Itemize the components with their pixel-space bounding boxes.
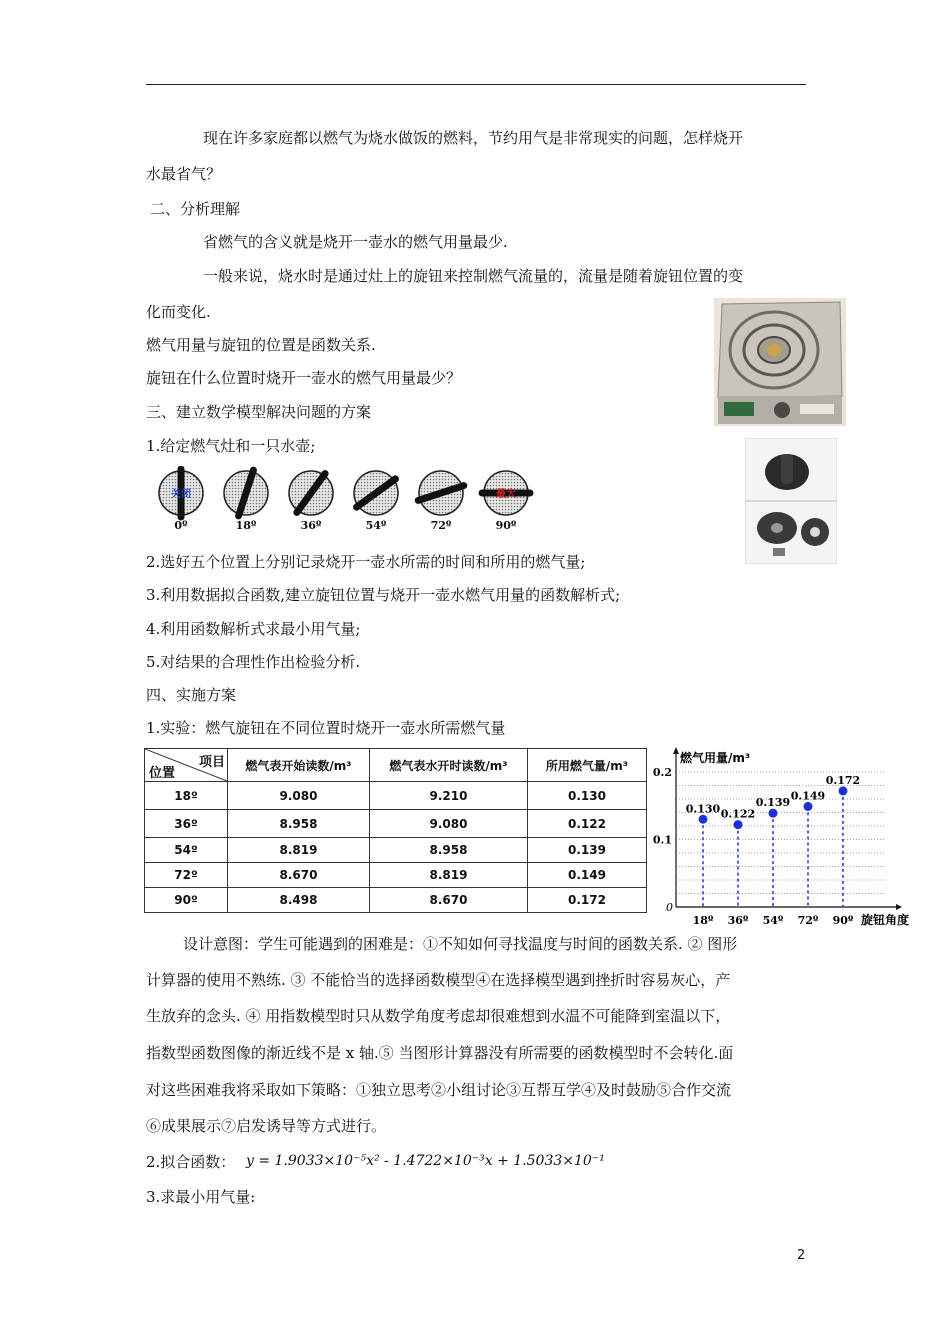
- knob-angle-label: 54º: [365, 519, 387, 532]
- section4-heading: 四、实施方案: [146, 686, 237, 704]
- table-cell: 0.139: [528, 838, 647, 863]
- fit-label: 2.拟合函数：: [146, 1153, 236, 1171]
- knob-diagram: [150, 466, 540, 534]
- knob-angle-label: 90º: [495, 519, 517, 532]
- data-label: 0.172: [825, 773, 861, 787]
- data-table: [144, 748, 647, 913]
- knob-angle-label: 36º: [300, 519, 322, 532]
- table-cell: 8.819: [370, 863, 528, 888]
- x-tick-label: 54º: [762, 914, 784, 927]
- usage-chart: [648, 744, 924, 934]
- table-cell: 54º: [145, 838, 228, 863]
- table-header: 所用燃气量/m³: [528, 749, 647, 782]
- step-3: 3.利用数据拟合函数,建立旋钮位置与烧开一壶水燃气用量的函数解析式;: [146, 586, 621, 604]
- table-cell: 36º: [145, 810, 228, 838]
- table-cell: 9.210: [370, 782, 528, 810]
- y-axis-label: 燃气用量/m³: [680, 751, 751, 765]
- page-number: 2: [797, 1248, 806, 1263]
- gas-stove-photo: [714, 298, 846, 426]
- intro-line-1: 现在许多家庭都以燃气为烧水做饭的燃料，节约用气是非常现实的问题，怎样烧开: [203, 129, 744, 147]
- knob-angle-label: 0º: [174, 519, 188, 532]
- data-point: [839, 786, 848, 795]
- design-line: 对这些困难我将采取如下策略：①独立思考②小组讨论③互帮互学④及时鼓励⑤合作交流: [146, 1081, 732, 1099]
- data-label: 0.130: [685, 802, 721, 816]
- table-cell: 18º: [145, 782, 228, 810]
- data-point: [804, 802, 813, 811]
- table-cell: 8.819: [228, 838, 370, 863]
- data-label: 0.149: [790, 789, 826, 803]
- knob-row: [150, 466, 540, 534]
- y-tick-label: 0.1: [652, 833, 672, 847]
- origin-label: 0: [666, 901, 673, 914]
- table-header: 燃气表水开时读数/m³: [370, 749, 528, 782]
- knob-angle-label: 72º: [430, 519, 452, 532]
- table-cell: 8.670: [370, 888, 528, 913]
- table-corner-cell: [145, 749, 228, 782]
- table-row: [145, 810, 647, 838]
- design-line: ⑥成果展示⑦启发诱导等方式进行。: [146, 1117, 387, 1135]
- knob-parts-photo: [745, 438, 837, 564]
- min-usage-label: 3.求最小用气量:: [146, 1188, 256, 1206]
- table-cell: 8.958: [228, 810, 370, 838]
- knob-inner-label: 最大: [496, 489, 516, 500]
- y-tick-label: 0.2: [652, 766, 672, 779]
- table-row: [145, 782, 647, 810]
- design-line: 生放弃的念头. ④ 用指数模型时只从数学角度考虑却很难想到水温不可能降到室温以下，: [146, 1007, 731, 1025]
- table-cell: 72º: [145, 863, 228, 888]
- table-row: [145, 838, 647, 863]
- table-cell: 9.080: [370, 810, 528, 838]
- data-label: 0.139: [755, 796, 791, 810]
- section3-heading: 三、建立数学模型解决问题的方案: [146, 403, 372, 421]
- table-cell: 0.122: [528, 810, 647, 838]
- x-axis-arrow: [896, 904, 902, 910]
- table-cell: 8.498: [228, 888, 370, 913]
- y-axis-arrow: [673, 747, 679, 754]
- table-header: 燃气表开始读数/m³: [228, 749, 370, 782]
- data-point: [769, 809, 778, 818]
- table-cell: 0.172: [528, 888, 647, 913]
- step-2: 2.选好五个位置上分别记录烧开一壶水所需的时间和所用的燃气量;: [146, 553, 586, 571]
- section2-p2a: 一般来说，烧水时是通过灶上的旋钮来控制燃气流量的，流量是随着旋钮位置的变: [203, 267, 744, 285]
- design-line: 设计意图：学生可能遇到的困难是：①不知如何寻找温度与时间的函数关系. ② 图形: [183, 935, 738, 953]
- table-cell: 90º: [145, 888, 228, 913]
- knob-angle-label: 18º: [235, 519, 257, 532]
- header-rule: [146, 84, 806, 85]
- x-tick-label: 36º: [727, 914, 749, 927]
- table-cell: 0.130: [528, 782, 647, 810]
- usage-chart-svg: [648, 744, 924, 934]
- table-cell: 8.958: [370, 838, 528, 863]
- data-point: [699, 815, 708, 824]
- knob-inner-label: 关闭: [171, 489, 191, 500]
- table-corner-bottom: 位置: [149, 766, 176, 781]
- x-tick-label: 18º: [692, 914, 714, 927]
- data-table-wrapper: [144, 748, 647, 913]
- step-1: 1.给定燃气灶和一只水壶;: [146, 437, 316, 455]
- experiment-title: 1.实验：燃气旋钮在不同位置时烧开一壶水所需燃气量: [146, 719, 506, 737]
- table-cell: 9.080: [228, 782, 370, 810]
- x-tick-label: 72º: [797, 914, 819, 927]
- design-line: 指数型函数图像的渐近线不是 x 轴.⑤ 当图形计算器没有所需要的函数模型时不会转化.面: [146, 1044, 734, 1062]
- intro-line-2: 水最省气？: [146, 165, 222, 183]
- design-line: 计算器的使用不熟练. ③ 不能恰当的选择函数模型④在选择模型遇到挫折时容易灰心，产: [146, 971, 731, 989]
- data-label: 0.122: [720, 807, 756, 821]
- table-cell: 8.670: [228, 863, 370, 888]
- step-4: 4.利用函数解析式求最小用气量;: [146, 620, 361, 638]
- x-tick-label: 90º: [832, 914, 854, 927]
- table-cell: 0.149: [528, 863, 647, 888]
- section2-heading: 二、分析理解: [150, 200, 241, 218]
- fit-formula: y = 1.9033×10⁻⁵x² - 1.4722×10⁻³x + 1.5033×10⁻¹: [246, 1153, 605, 1169]
- table-row: [145, 888, 647, 913]
- table-corner-top: 项目: [198, 755, 225, 770]
- x-axis-label: 旋钮角度: [861, 913, 910, 927]
- section2-p2b: 化而变化.: [146, 303, 211, 321]
- section2-p4: 旋钮在什么位置时烧开一壶水的燃气用量最少？: [146, 369, 462, 387]
- data-point: [734, 820, 743, 829]
- table-row: [145, 863, 647, 888]
- section2-p1: 省燃气的含义就是烧开一壶水的燃气用量最少.: [203, 233, 508, 251]
- section2-p3: 燃气用量与旋钮的位置是函数关系.: [146, 336, 376, 354]
- step-5: 5.对结果的合理性作出检验分析.: [146, 653, 361, 671]
